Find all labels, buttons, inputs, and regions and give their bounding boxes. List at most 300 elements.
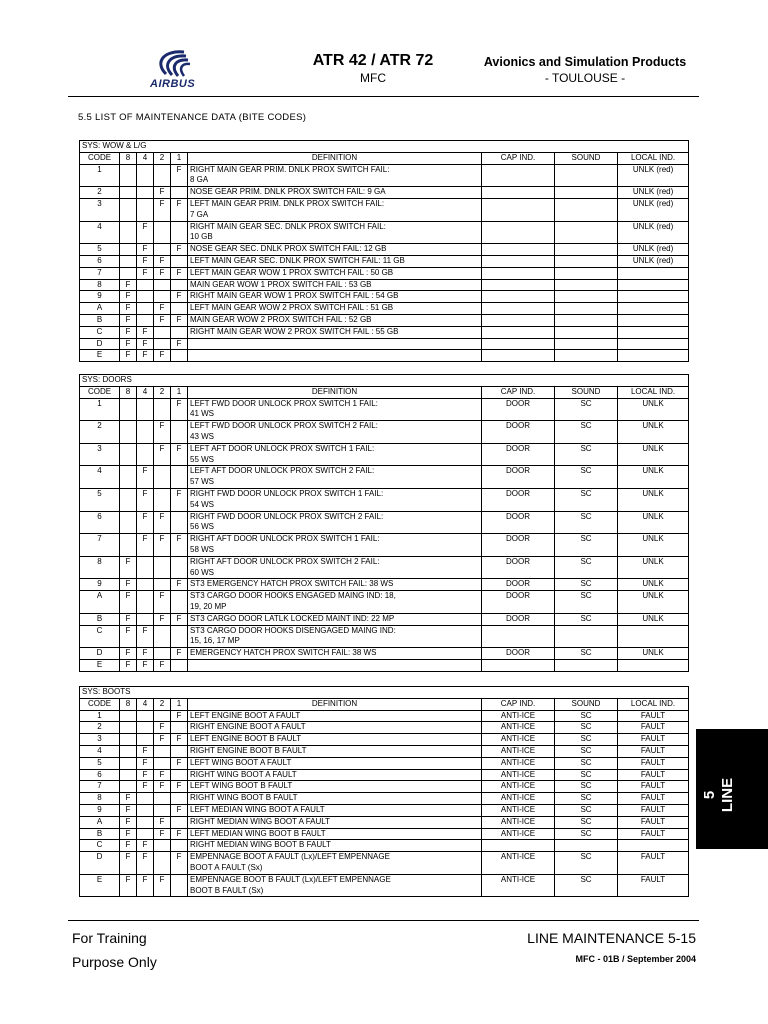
table-cell: [482, 625, 555, 648]
table-cell: F: [154, 255, 171, 267]
table-cell: [171, 187, 188, 199]
table-cell: [137, 279, 154, 291]
table-cell: F: [120, 648, 137, 660]
definition-cell: NOSE GEAR PRIM. DNLK PROX SWITCH FAIL: 9 GA: [188, 187, 482, 199]
column-header: SOUND: [555, 698, 618, 710]
table-cell: F: [137, 326, 154, 338]
table-cell: F: [137, 244, 154, 256]
column-header: LOCAL IND.: [618, 386, 689, 398]
table-cell: 2: [80, 187, 120, 199]
table-row: [80, 840, 689, 852]
table-cell: ANTI-ICE: [482, 816, 555, 828]
table-cell: [618, 303, 689, 315]
table-cell: [120, 398, 137, 421]
table-cell: [618, 659, 689, 671]
table-cell: 2: [80, 722, 120, 734]
bite-table-boots: [79, 686, 689, 897]
table-cell: ANTI-ICE: [482, 710, 555, 722]
table-cell: [120, 534, 137, 557]
table-cell: F: [154, 534, 171, 557]
table-cell: [154, 852, 171, 875]
table-row: [80, 511, 689, 534]
definition-cell: RIGHT MAIN GEAR SEC. DNLK PROX SWITCH FAIL: 10 GB: [188, 221, 482, 244]
table-row: [80, 804, 689, 816]
table-cell: [137, 613, 154, 625]
table-cell: ANTI-ICE: [482, 804, 555, 816]
chapter-label: LINE: [719, 777, 737, 813]
table-cell: F: [154, 781, 171, 793]
table-row: [80, 198, 689, 221]
table-cell: F: [171, 757, 188, 769]
table-cell: 9: [80, 291, 120, 303]
table-cell: SC: [555, 874, 618, 897]
table-cell: 5: [80, 488, 120, 511]
table-cell: E: [80, 350, 120, 362]
table-cell: [482, 244, 555, 256]
table-cell: UNLK: [618, 534, 689, 557]
table-cell: [120, 769, 137, 781]
table-cell: F: [120, 338, 137, 350]
table-cell: [137, 187, 154, 199]
table-cell: F: [154, 421, 171, 444]
column-header: 4: [137, 152, 154, 164]
sys-label: SYS: DOORS: [80, 375, 689, 387]
table-cell: F: [137, 648, 154, 660]
table-cell: [171, 840, 188, 852]
table-cell: DOOR: [482, 421, 555, 444]
table-cell: F: [137, 745, 154, 757]
table-cell: F: [154, 443, 171, 466]
definition-cell: RIGHT AFT DOOR UNLOCK PROX SWITCH 1 FAIL: 58 WS: [188, 534, 482, 557]
table-cell: 3: [80, 198, 120, 221]
definition-cell: LEFT FWD DOOR UNLOCK PROX SWITCH 1 FAIL: 41 WS: [188, 398, 482, 421]
definition-cell: RIGHT WING BOOT A FAULT: [188, 769, 482, 781]
column-header: LOCAL IND.: [618, 152, 689, 164]
table-cell: ANTI-ICE: [482, 745, 555, 757]
table-cell: [120, 255, 137, 267]
table-cell: F: [171, 781, 188, 793]
table-cell: F: [154, 187, 171, 199]
definition-cell: RIGHT FWD DOOR UNLOCK PROX SWITCH 2 FAIL: 56 WS: [188, 511, 482, 534]
table-cell: B: [80, 613, 120, 625]
table-cell: 9: [80, 579, 120, 591]
table-cell: F: [171, 244, 188, 256]
section-title: 5.5 LIST OF MAINTENANCE DATA (BITE CODES): [78, 112, 307, 123]
table-cell: [154, 840, 171, 852]
table-cell: [618, 279, 689, 291]
table-cell: F: [120, 291, 137, 303]
definition-cell: [188, 338, 482, 350]
table-cell: [171, 326, 188, 338]
table-cell: F: [154, 828, 171, 840]
table-cell: DOOR: [482, 466, 555, 489]
column-header: 1: [171, 698, 188, 710]
table-cell: FAULT: [618, 804, 689, 816]
column-header: DEFINITION: [188, 386, 482, 398]
definition-cell: ST3 EMERGENCY HATCH PROX SWITCH FAIL: 38 WS: [188, 579, 482, 591]
table-cell: [154, 556, 171, 579]
table-cell: [137, 291, 154, 303]
table-cell: A: [80, 591, 120, 614]
table-cell: [137, 198, 154, 221]
table-row: [80, 659, 689, 671]
doc-title: ATR 42 / ATR 72: [312, 52, 434, 69]
table-cell: SC: [555, 710, 618, 722]
table-cell: [120, 722, 137, 734]
definition-cell: LEFT ENGINE BOOT A FAULT: [188, 710, 482, 722]
table-cell: [555, 840, 618, 852]
table-cell: F: [171, 443, 188, 466]
table-cell: [618, 338, 689, 350]
table-cell: DOOR: [482, 591, 555, 614]
table-cell: [120, 421, 137, 444]
definition-cell: RIGHT MAIN GEAR PRIM. DNLK PROX SWITCH FAIL: 8 GA: [188, 164, 482, 187]
table-cell: [120, 757, 137, 769]
table-cell: B: [80, 828, 120, 840]
column-header: 1: [171, 386, 188, 398]
table-cell: [154, 625, 171, 648]
table-cell: [555, 291, 618, 303]
table-cell: 6: [80, 769, 120, 781]
table-cell: F: [171, 198, 188, 221]
table-row: [80, 793, 689, 805]
table-cell: F: [120, 625, 137, 648]
column-header-row: [80, 152, 689, 164]
table-cell: SC: [555, 769, 618, 781]
table-cell: [137, 579, 154, 591]
table-cell: F: [154, 591, 171, 614]
table-cell: [171, 659, 188, 671]
table-row: [80, 244, 689, 256]
table-cell: ANTI-ICE: [482, 852, 555, 875]
table-cell: [482, 279, 555, 291]
table-cell: C: [80, 840, 120, 852]
table-cell: SC: [555, 804, 618, 816]
bite-table-doors: [79, 374, 689, 672]
table-cell: F: [154, 613, 171, 625]
definition-cell: RIGHT FWD DOOR UNLOCK PROX SWITCH 1 FAIL: 54 WS: [188, 488, 482, 511]
table-cell: [137, 804, 154, 816]
table-row: [80, 303, 689, 315]
table-cell: FAULT: [618, 816, 689, 828]
table-row: [80, 221, 689, 244]
definition-cell: EMERGENCY HATCH PROX SWITCH FAIL: 38 WS: [188, 648, 482, 660]
table-row: [80, 757, 689, 769]
definition-cell: LEFT MAIN GEAR WOW 1 PROX SWITCH FAIL : 50 GB: [188, 267, 482, 279]
table-cell: F: [137, 840, 154, 852]
table-cell: F: [171, 488, 188, 511]
table-row: [80, 164, 689, 187]
table-cell: 9: [80, 804, 120, 816]
definition-cell: LEFT AFT DOOR UNLOCK PROX SWITCH 1 FAIL: 55 WS: [188, 443, 482, 466]
table-cell: FAULT: [618, 745, 689, 757]
table-cell: SC: [555, 757, 618, 769]
table-cell: A: [80, 303, 120, 315]
table-cell: F: [137, 769, 154, 781]
table-cell: 1: [80, 164, 120, 187]
table-cell: [555, 244, 618, 256]
sys-row: [80, 141, 689, 153]
table-cell: SC: [555, 722, 618, 734]
table-row: [80, 314, 689, 326]
table-cell: SC: [555, 421, 618, 444]
table-cell: [171, 466, 188, 489]
table-cell: F: [154, 198, 171, 221]
table-cell: SC: [555, 556, 618, 579]
table-row: [80, 648, 689, 660]
column-header: 4: [137, 698, 154, 710]
table-cell: [137, 443, 154, 466]
column-header: 8: [120, 152, 137, 164]
table-cell: [154, 338, 171, 350]
table-cell: FAULT: [618, 722, 689, 734]
table-row: [80, 816, 689, 828]
column-header-row: [80, 698, 689, 710]
table-cell: SC: [555, 648, 618, 660]
table-cell: F: [137, 338, 154, 350]
table-cell: [120, 488, 137, 511]
column-header: CODE: [80, 698, 120, 710]
table-cell: [137, 816, 154, 828]
column-header: CODE: [80, 152, 120, 164]
table-cell: SC: [555, 613, 618, 625]
table-cell: F: [120, 613, 137, 625]
table-cell: F: [137, 781, 154, 793]
table-cell: DOOR: [482, 443, 555, 466]
table-cell: UNLK (red): [618, 244, 689, 256]
table-cell: 8: [80, 556, 120, 579]
column-header: DEFINITION: [188, 698, 482, 710]
table-cell: 5: [80, 757, 120, 769]
table-cell: UNLK: [618, 488, 689, 511]
table-cell: [555, 326, 618, 338]
table-cell: [482, 314, 555, 326]
table-cell: [171, 793, 188, 805]
table-cell: [154, 244, 171, 256]
table-cell: ANTI-ICE: [482, 769, 555, 781]
column-header: 2: [154, 152, 171, 164]
definition-cell: RIGHT MEDIAN WING BOOT A FAULT: [188, 816, 482, 828]
table-cell: F: [120, 350, 137, 362]
table-row: [80, 421, 689, 444]
table-cell: F: [137, 466, 154, 489]
table-cell: UNLK (red): [618, 255, 689, 267]
table-cell: [171, 722, 188, 734]
table-cell: C: [80, 625, 120, 648]
table-cell: UNLK: [618, 648, 689, 660]
table-cell: [137, 556, 154, 579]
definition-cell: [188, 659, 482, 671]
table-cell: [171, 421, 188, 444]
table-cell: [120, 164, 137, 187]
table-cell: A: [80, 816, 120, 828]
table-cell: [555, 659, 618, 671]
table-cell: F: [137, 659, 154, 671]
table-cell: F: [171, 613, 188, 625]
table-row: [80, 255, 689, 267]
table-cell: [555, 164, 618, 187]
table-cell: [555, 279, 618, 291]
table-cell: D: [80, 338, 120, 350]
table-cell: 8: [80, 793, 120, 805]
table-cell: [154, 793, 171, 805]
table-cell: F: [137, 267, 154, 279]
table-cell: [154, 291, 171, 303]
table-cell: [482, 326, 555, 338]
table-cell: F: [154, 722, 171, 734]
table-cell: F: [171, 164, 188, 187]
table-cell: [120, 710, 137, 722]
table-cell: [154, 648, 171, 660]
definition-cell: LEFT MAIN GEAR SEC. DNLK PROX SWITCH FAIL: 11 GB: [188, 255, 482, 267]
table-cell: [171, 591, 188, 614]
table-cell: F: [120, 326, 137, 338]
table-cell: DOOR: [482, 579, 555, 591]
table-cell: [171, 556, 188, 579]
table-row: [80, 291, 689, 303]
table-cell: [154, 326, 171, 338]
table-cell: DOOR: [482, 398, 555, 421]
table-cell: [482, 187, 555, 199]
table-cell: F: [154, 874, 171, 897]
table-cell: UNLK: [618, 466, 689, 489]
table-cell: F: [171, 291, 188, 303]
definition-cell: ST3 CARGO DOOR HOOKS ENGAGED MAING IND: 18, 19, 20 MP: [188, 591, 482, 614]
table-cell: [120, 745, 137, 757]
table-cell: [555, 255, 618, 267]
definition-cell: NOSE GEAR SEC. DNLK PROX SWITCH FAIL: 12 GB: [188, 244, 482, 256]
table-cell: [618, 350, 689, 362]
table-cell: [618, 267, 689, 279]
table-cell: SC: [555, 793, 618, 805]
table-cell: FAULT: [618, 710, 689, 722]
table-cell: [618, 840, 689, 852]
table-row: [80, 722, 689, 734]
table-cell: F: [171, 828, 188, 840]
table-cell: [482, 303, 555, 315]
table-row: [80, 591, 689, 614]
table-cell: F: [137, 511, 154, 534]
table-cell: F: [120, 556, 137, 579]
table-cell: F: [154, 303, 171, 315]
table-cell: [482, 267, 555, 279]
table-row: [80, 187, 689, 199]
column-header-row: [80, 386, 689, 398]
table-cell: ANTI-ICE: [482, 828, 555, 840]
table-cell: [482, 164, 555, 187]
table-cell: 7: [80, 534, 120, 557]
table-cell: E: [80, 874, 120, 897]
table-row: [80, 326, 689, 338]
table-cell: F: [171, 804, 188, 816]
table-cell: [120, 781, 137, 793]
table-cell: F: [171, 734, 188, 746]
table-row: [80, 710, 689, 722]
table-cell: [618, 314, 689, 326]
column-header: DEFINITION: [188, 152, 482, 164]
definition-cell: RIGHT ENGINE BOOT A FAULT: [188, 722, 482, 734]
definition-cell: LEFT MAIN GEAR WOW 2 PROX SWITCH FAIL : 51 GB: [188, 303, 482, 315]
table-cell: [137, 722, 154, 734]
table-row: [80, 534, 689, 557]
definition-cell: LEFT ENGINE BOOT B FAULT: [188, 734, 482, 746]
table-cell: [482, 350, 555, 362]
airbus-swirl-icon: [148, 48, 208, 78]
table-cell: FAULT: [618, 769, 689, 781]
table-cell: F: [171, 338, 188, 350]
table-cell: F: [120, 579, 137, 591]
table-cell: D: [80, 852, 120, 875]
table-cell: 5: [80, 244, 120, 256]
table-cell: [482, 255, 555, 267]
table-cell: F: [154, 314, 171, 326]
table-cell: UNLK: [618, 579, 689, 591]
table-cell: [618, 326, 689, 338]
table-cell: F: [137, 350, 154, 362]
table-row: [80, 781, 689, 793]
table-cell: F: [154, 659, 171, 671]
table-cell: F: [120, 852, 137, 875]
definition-cell: [188, 350, 482, 362]
table-cell: SC: [555, 534, 618, 557]
definition-cell: LEFT WING BOOT A FAULT: [188, 757, 482, 769]
table-cell: DOOR: [482, 511, 555, 534]
table-cell: [618, 291, 689, 303]
table-cell: UNLK: [618, 591, 689, 614]
table-cell: F: [120, 314, 137, 326]
table-cell: UNLK: [618, 443, 689, 466]
table-row: [80, 874, 689, 897]
table-cell: 3: [80, 443, 120, 466]
table-cell: UNLK (red): [618, 187, 689, 199]
table-cell: SC: [555, 781, 618, 793]
chapter-tab-text: [701, 778, 737, 812]
table-cell: F: [137, 255, 154, 267]
table-cell: SC: [555, 816, 618, 828]
table-row: [80, 338, 689, 350]
table-cell: 4: [80, 745, 120, 757]
table-cell: F: [137, 534, 154, 557]
table-cell: 7: [80, 267, 120, 279]
definition-cell: LEFT MEDIAN WING BOOT A FAULT: [188, 804, 482, 816]
table-cell: [154, 164, 171, 187]
table-cell: [555, 350, 618, 362]
table-cell: UNLK: [618, 556, 689, 579]
definition-cell: LEFT MEDIAN WING BOOT B FAULT: [188, 828, 482, 840]
table-cell: F: [120, 591, 137, 614]
table-row: [80, 556, 689, 579]
table-cell: [171, 511, 188, 534]
definition-cell: ST3 CARGO DOOR LATLK LOCKED MAINT IND: 22 MP: [188, 613, 482, 625]
table-cell: [137, 398, 154, 421]
table-cell: [137, 710, 154, 722]
table-cell: F: [171, 852, 188, 875]
table-cell: [137, 591, 154, 614]
table-cell: F: [120, 828, 137, 840]
table-cell: [171, 255, 188, 267]
definition-cell: EMPENNAGE BOOT B FAULT (Lx)/LEFT EMPENNAGE BOOT B FAULT (Sx): [188, 874, 482, 897]
table-cell: F: [120, 804, 137, 816]
table-cell: F: [120, 874, 137, 897]
table-cell: [137, 734, 154, 746]
column-header: CAP IND.: [482, 698, 555, 710]
definition-cell: LEFT FWD DOOR UNLOCK PROX SWITCH 2 FAIL: 43 WS: [188, 421, 482, 444]
table-cell: [555, 198, 618, 221]
table-cell: [171, 816, 188, 828]
table-cell: SC: [555, 591, 618, 614]
table-cell: SC: [555, 745, 618, 757]
sys-row: [80, 687, 689, 699]
